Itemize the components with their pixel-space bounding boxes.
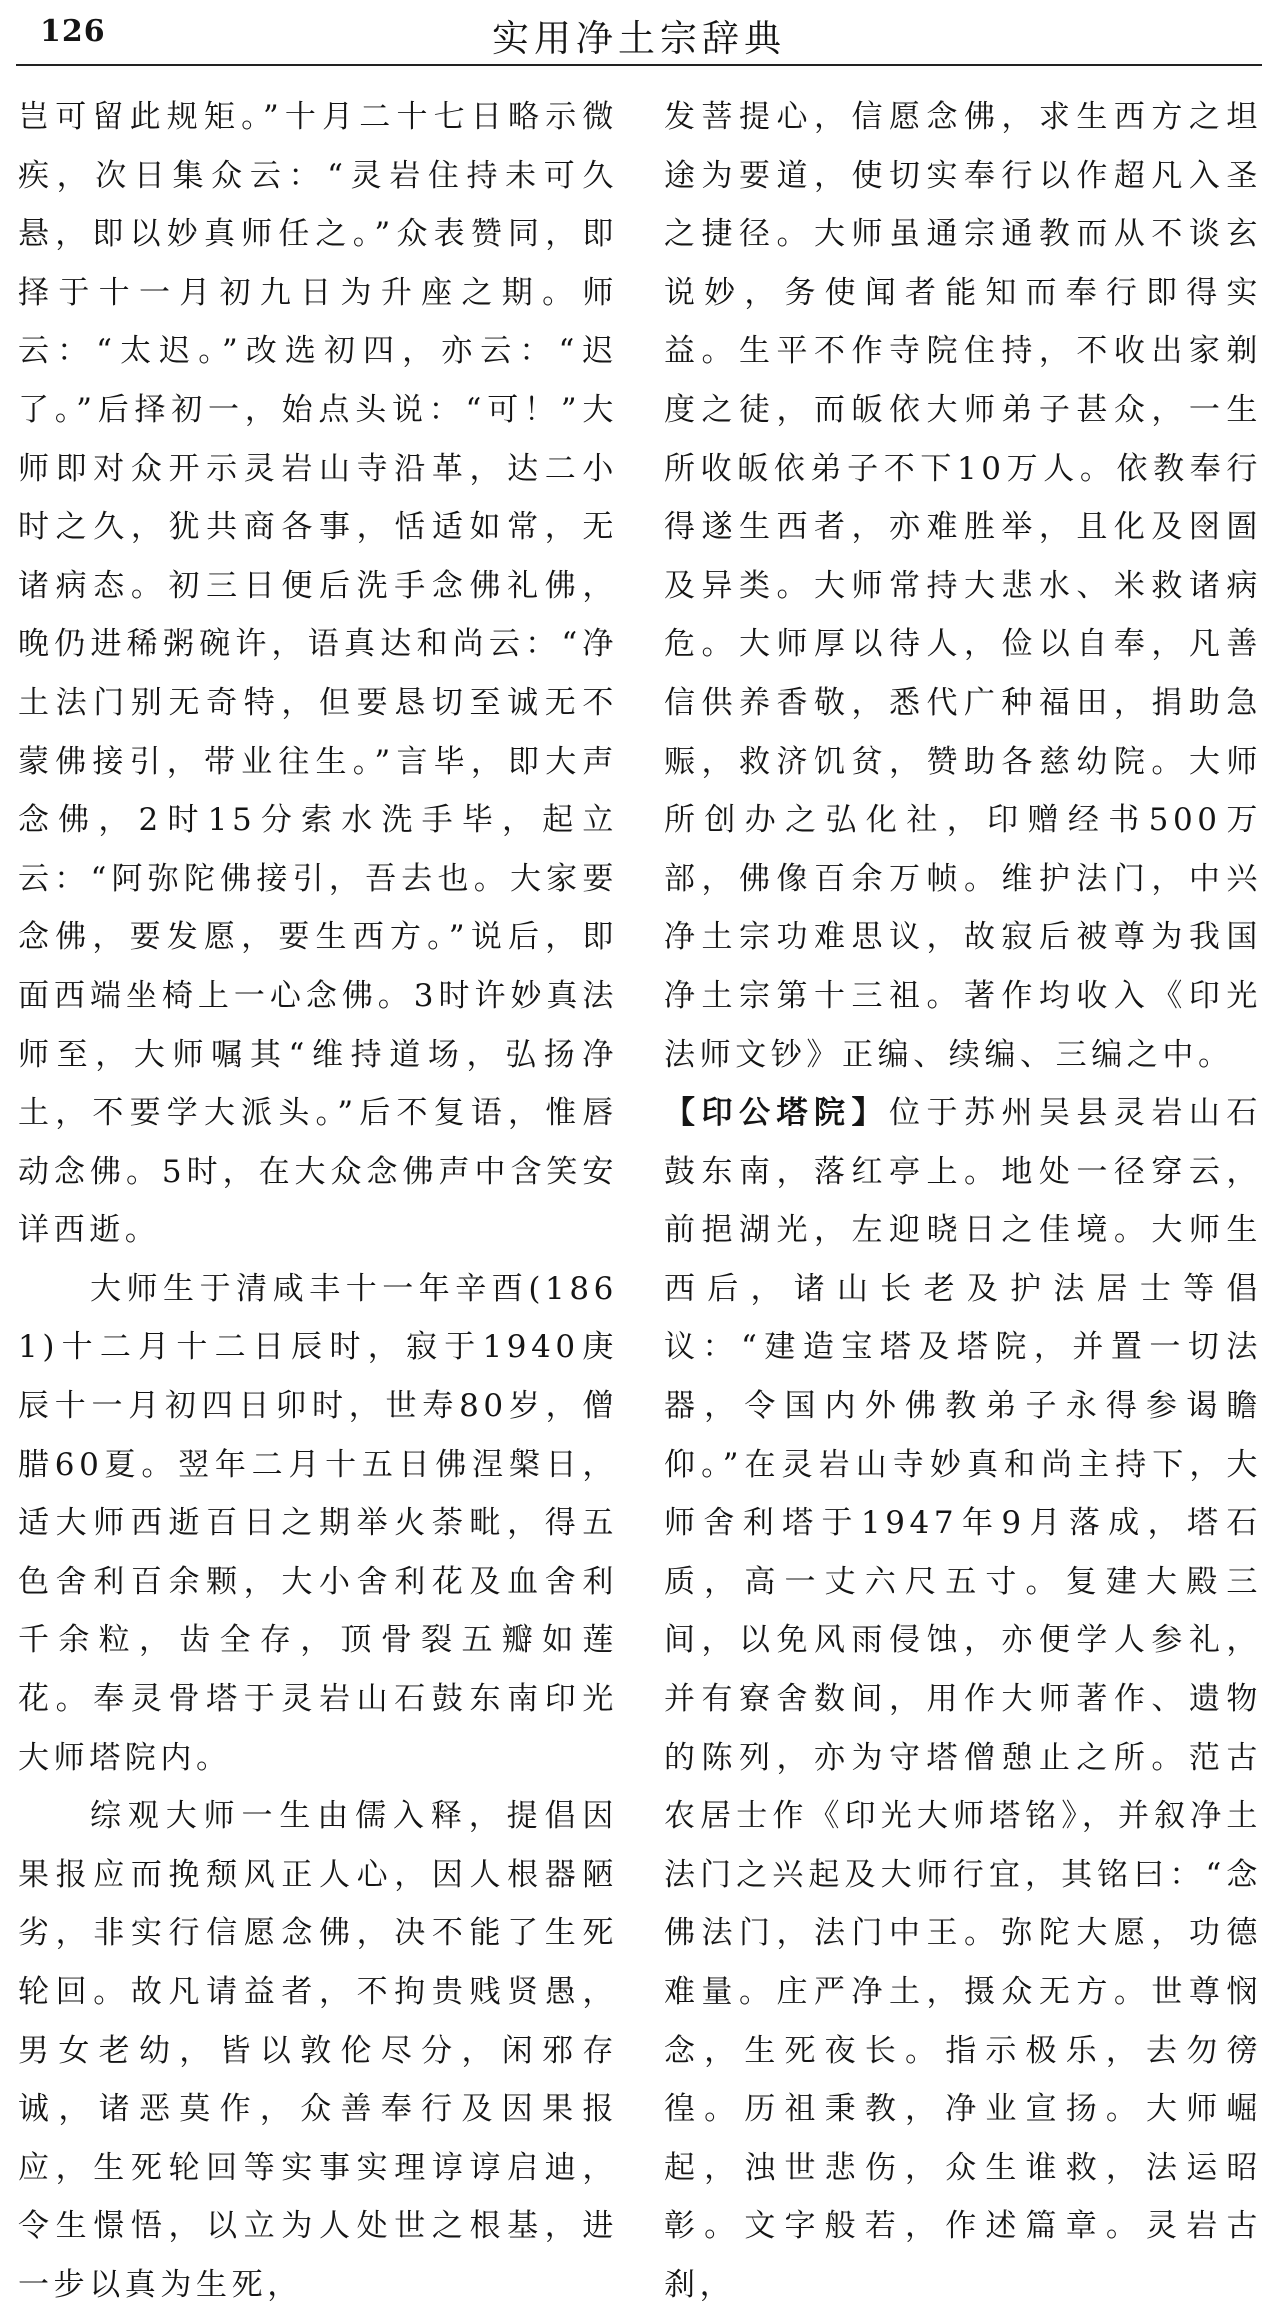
dictionary-entry <box>664 1084 1262 2314</box>
paragraph-continued: 岂可留此规矩。”十月二十七日略示微疾，次日集众云：“灵岩住持未可久悬，即以妙真师任之。”众表赞同，即择于十一月初九日为升座之期。师云：“太迟。”改选初四，亦云：“迟了。”后择初一，始点头说：“可！”大师即对众开示灵岩山寺沿革，达二小时之久，犹共商各事，恬适如常，无诸病态。初三日便后洗手念佛礼佛，晚仍进稀粥碗许，语真达和尚云：“净土法门别无奇特，但要恳切至诚无不蒙佛接引，带业往生。”言毕，即大声念佛，2时15分索水洗手毕，起立云：“阿弥陀佛接引，吾去也。大家要念佛，要发愿，要生西方。”说后，即面西端坐椅上一心念佛。3时许妙真法师至，大师嘱其“维持道场，弘扬净土，不要学大派头。”后不复语，惟唇动念佛。5时，在大众念佛声中含笑安详西逝。 <box>18 99 618 1249</box>
paragraph-birth-death: 大师生于清咸丰十一年辛酉(1861)十二月十二日辰时，寂于1940庚辰十一月初四日卯时，世寿80岁，僧腊60夏。翌年二月十五日佛涅槃日，适大师西逝百日之期举火荼毗，得五色舍利百余颗，大小舍利花及血舍利千余粒，齿全存，顶骨裂五瓣如莲花。奉灵骨塔于灵岩山石鼓东南印光大师塔院内。 <box>18 1270 618 1776</box>
entry-headword: 【印公塔院】 <box>664 1095 889 1132</box>
left-column <box>18 88 618 2315</box>
page-number: 126 <box>40 14 106 49</box>
right-column <box>664 88 1262 2315</box>
entry-body: 位于苏州吴县灵岩山石鼓东南，落红亭上。地处一径穿云，前挹湖光，左迎晓日之佳境。大师生西后，诸山长老及护法居士等倡议：“建造宝塔及塔院，并置一切法器，令国内外佛教弟子永得参谒瞻仰。”在灵岩山寺妙真和尚主持下，大师舍利塔于1947年9月落成，塔石质，高一丈六尺五寸。复建大殿三间，以免风雨侵蚀，亦便学人参礼，并有寮舍数间，用作大师著作、遗物的陈列，亦为守塔僧憩止之所。范古农居士作《印光大师塔铭》，并叙净土法门之兴起及大师行宜，其铭曰：“念佛法门，法门中王。弥陀大愿，功德难量。庄严净土，摄众无方。世尊悯念，生死夜长。指示极乐，去勿徬徨。历祖秉教，净业宣扬。大师崛起，浊世悲伤，众生谁救，法运昭彰。文字般若，作述篇章。灵岩古刹， <box>664 1095 1263 2303</box>
paragraph-summary-continued: 发菩提心，信愿念佛，求生西方之坦途为要道，使切实奉行以作超凡入圣之捷径。大师虽通宗通教而从不谈玄说妙，务使闻者能知而奉行即得实益。生平不作寺院住持，不收出家剃度之徒，而皈依大师弟子甚众，一生所收皈依弟子不下10万人。依教奉行得遂生西者，亦难胜举，且化及囹圄及异类。大师常持大悲水、米救诸病危。大师厚以待人，俭以自奉，凡善信供养香敬，悉代广种福田，捐助急赈，救济饥贫，赞助各慈幼院。大师所创办之弘化社，印赠经书500万部，佛像百余万帧。维护法门，中兴净土宗功难思议，故寂后被尊为我国净土宗第十三祖。著作均收入《印光法师文钞》正编、续编、三编之中。 <box>664 99 1262 1073</box>
paragraph-summary: 综观大师一生由儒入释，提倡因果报应而挽颓风正人心，因人根器陋劣，非实行信愿念佛，决不能了生死轮回。故凡请益者，不拘贵贱贤愚，男女老幼，皆以敦伦尽分，闲邪存诚，诸恶莫作，众善奉行及因果报应，生死轮回等实事实理谆谆启迪，令生憬悟，以立为人处世之根基，进一步以真为生死， <box>18 1798 618 2303</box>
running-title: 实用净土宗辞典 <box>492 17 786 60</box>
page-header <box>0 0 1278 70</box>
header-rule <box>16 64 1262 66</box>
